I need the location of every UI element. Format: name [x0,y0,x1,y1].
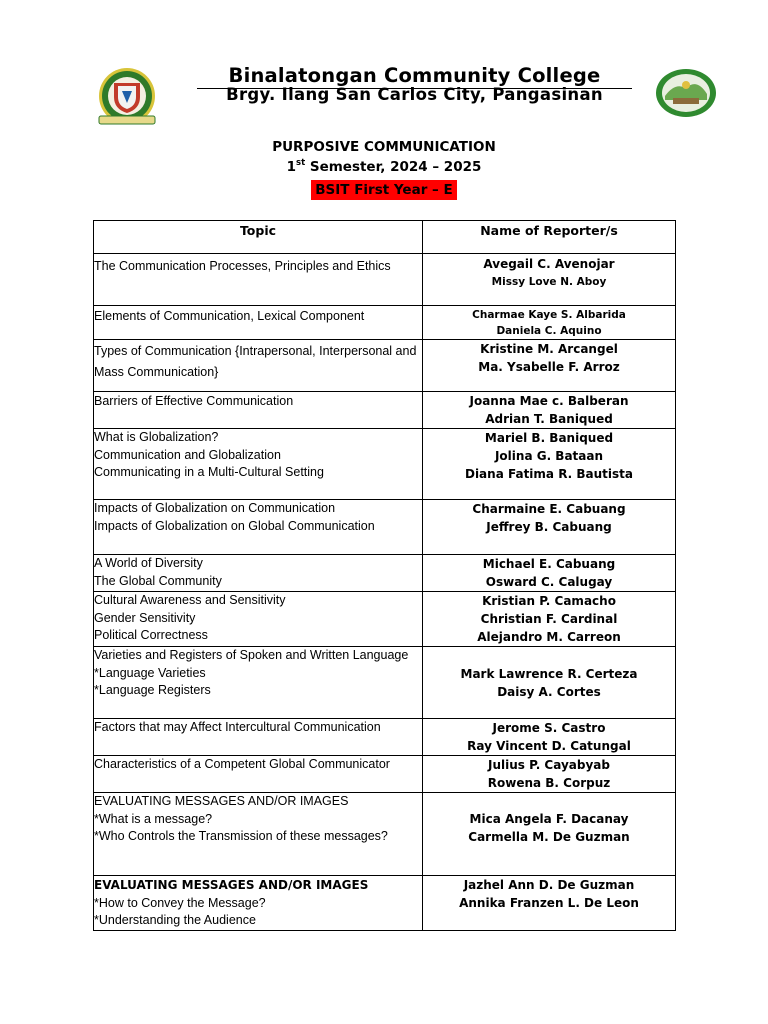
reporter-name: Charmaine E. Cabuang [472,502,626,516]
reporter-name: Daniela C. Aquino [496,325,602,337]
reporter-name: Avegail C. Avenojar [483,257,615,271]
reporter-name: Annika Franzen L. De Leon [459,896,639,910]
course-title: PURPOSIVE COMMUNICATION [272,139,496,155]
reporter-name: Kristian P. Camacho [482,594,616,608]
table-row [94,392,676,429]
reporters-cell [423,392,676,429]
topic-line: Barriers of Effective Communication [94,394,294,408]
topic-cell [94,340,423,392]
city-seal-icon [655,68,717,118]
topic-line: *Language Varieties [94,665,206,680]
topic-line: What is Globalization? [94,430,219,444]
reporters-cell [423,500,676,555]
topic-line: Impacts of Globalization on Communication [94,501,336,515]
reporter-name: Jazhel Ann D. De Guzman [463,878,635,892]
topic-line: A World of Diversity [94,556,203,570]
reporters-cell [423,876,676,931]
reporters-table [93,220,676,931]
topic-cell [94,876,423,931]
topic-line: *Language Registers [94,683,211,697]
reporter-name: Alejandro M. Carreon [477,630,621,644]
topic-cell [94,592,423,647]
topic-cell [94,392,423,429]
semester-number: 1 [286,159,297,175]
topic-line: EVALUATING MESSAGES AND/OR IMAGES [94,878,369,892]
topic-line: Impacts of Globalization on Global Communication [94,518,375,533]
college-seal-icon [96,67,158,129]
reporter-name: Joanna Mae c. Balberan [469,394,629,408]
reporters-cell [423,647,676,719]
table-row [94,500,676,555]
reporter-name: Rowena B. Corpuz [487,776,611,790]
semester-years: Semester, 2024 – 2025 [305,159,482,175]
table-row [94,756,676,793]
reporters-cell [423,555,676,592]
reporters-cell [423,429,676,500]
column-header-reporters: Name of Reporter/s [423,221,676,254]
topic-line: *Who Controls the Transmission of these messages? [94,829,388,843]
table-header-row [94,221,676,254]
topic-line: Characteristics of a Competent Global Communicator [94,757,390,771]
reporter-name: Jolina G. Bataan [494,449,604,463]
topic-cell [94,500,423,555]
reporters-cell [423,340,676,392]
table-row [94,719,676,756]
reporter-name: Jeffrey B. Cabuang [486,520,612,534]
college-address: Brgy. Ilang San Carlos City, Pangasinan [226,85,603,104]
column-header-topic: Topic [94,221,423,254]
semester-ordinal: st [296,158,306,168]
reporter-name: Missy Love N. Aboy [491,276,607,288]
table-row [94,876,676,931]
reporter-name: Mariel B. Baniqued [484,431,614,445]
table-row [94,793,676,876]
reporters-cell [423,719,676,756]
topic-line: Varieties and Registers of Spoken and Written Language [94,648,409,662]
section-line [184,179,584,200]
topic-cell [94,555,423,592]
reporter-name: Osward C. Calugay [485,575,613,589]
topic-cell [94,254,423,306]
table-row [94,592,676,647]
topic-line: The Communication Processes, Principles and Ethics [94,259,391,273]
table-row [94,340,676,392]
topic-line: Gender Sensitivity [94,610,196,625]
topic-line: *What is a message? [94,811,213,826]
reporter-name: Michael E. Cabuang [482,557,616,571]
topic-line: *How to Convey the Message? [94,895,266,910]
reporter-name: Julius P. Cayabyab [488,758,610,772]
table-row [94,555,676,592]
topic-line: EVALUATING MESSAGES AND/OR IMAGES [94,794,349,808]
reporter-name: Diana Fatima R. Bautista [464,467,634,481]
topic-cell [94,719,423,756]
college-name: Binalatongan Community College [197,64,632,89]
reporter-name: Jerome S. Castro [492,721,606,735]
topic-line: Types of Communication {Intrapersonal, Interpersonal and Mass Communication} [94,344,417,379]
reporter-name: Adrian T. Baniqued [485,412,613,426]
topic-line: Cultural Awareness and Sensitivity [94,593,286,607]
topic-line: Elements of Communication, Lexical Component [94,309,365,323]
topic-line: Political Correctness [94,628,208,642]
reporter-name: Kristine M. Arcangel [480,342,618,356]
reporters-cell [423,756,676,793]
topic-line: The Global Community [94,573,222,588]
table-row [94,306,676,340]
topic-line: Communication and Globalization [94,447,281,462]
topic-line: Communicating in a Multi-Cultural Setting [94,465,324,479]
reporters-cell [423,793,676,876]
topic-cell [94,306,423,340]
reporter-name: Christian F. Cardinal [480,612,618,626]
topic-line: Factors that may Affect Intercultural Communication [94,720,381,734]
table-row [94,429,676,500]
reporter-name: Ma. Ysabelle F. Arroz [478,360,620,374]
topic-cell [94,756,423,793]
reporter-name: Mark Lawrence R. Certeza [460,666,638,681]
reporters-cell [423,254,676,306]
reporter-name: Charmae Kaye S. Albarida [472,309,626,321]
table-row [94,647,676,719]
topic-cell [94,647,423,719]
table-row [94,254,676,306]
semester-line [184,158,584,176]
reporter-name: Carmella M. De Guzman [468,830,630,844]
section-label: BSIT First Year – E [311,180,456,200]
topic-cell [94,429,423,500]
topic-line: *Understanding the Audience [94,913,256,927]
reporters-cell [423,306,676,340]
reporter-name: Mica Angela F. Dacanay [469,812,629,826]
reporter-name: Daisy A. Cortes [497,684,601,699]
topic-cell [94,793,423,876]
reporters-cell [423,592,676,647]
reporter-name: Ray Vincent D. Catungal [467,739,631,753]
